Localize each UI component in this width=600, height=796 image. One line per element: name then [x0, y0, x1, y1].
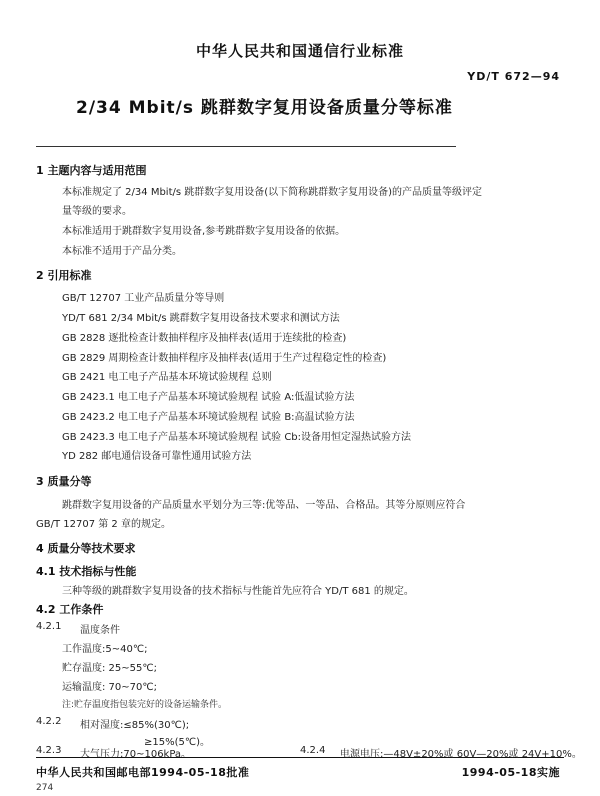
reference-item: YD/T 681 2/34 Mbit/s 跳群数字复用设备技术要求和测试方法 — [62, 313, 340, 324]
title-rule — [36, 146, 456, 147]
work-temperature: 工作温度:5~40℃; — [62, 644, 148, 655]
section-1-p2: 本标准适用于跳群数字复用设备,参考跳群数字复用设备的依据。 — [62, 226, 346, 237]
standard-number: YD/T 672—94 — [467, 70, 560, 83]
section-1-p3: 本标准不适用于产品分类。 — [62, 246, 182, 257]
section-1-p1-line2: 量等级的要求。 — [62, 206, 132, 217]
section-4-1-text: 三种等级的跳群数字复用设备的技术指标与性能首先应符合 YD/T 681 的规定。 — [62, 586, 414, 597]
section-4-2-1-label: 4.2.1 — [36, 621, 62, 632]
section-4-2-3-label: 4.2.3 — [36, 745, 62, 756]
page-number: 274 — [36, 783, 54, 793]
section-4-2-2-text2: ≥15%(5℃)。 — [144, 737, 211, 748]
section-4-2-2-text: 相对湿度:≤85%(30℃); — [80, 720, 190, 731]
section-4-1-heading: 4.1 技术指标与性能 — [36, 565, 137, 578]
section-4-heading: 4 质量分等技术要求 — [36, 542, 136, 555]
reference-item: YD 282 邮电通信设备可靠性通用试验方法 — [62, 451, 252, 462]
transport-temperature: 运输温度: 70~70℃; — [62, 682, 157, 693]
reference-item: GB 2828 逐批检查计数抽样程序及抽样表(适用于连续批的检查) — [62, 333, 347, 344]
section-4-2-3-text: 大气压力:70~106kPa。 — [80, 749, 192, 760]
section-4-2-2-label: 4.2.2 — [36, 716, 62, 727]
section-3-p-line1: 跳群数字复用设备的产品质量水平划分为三等:优等品、一等品、合格品。其等分原则应符合 — [62, 500, 466, 511]
implementation-line: 1994-05-18实施 — [461, 766, 560, 779]
header-title: 中华人民共和国通信行业标准 — [195, 42, 404, 60]
temperature-note: 注:贮存温度指包装完好的设备运输条件。 — [62, 700, 228, 710]
reference-item: GB/T 12707 工业产品质量分等导则 — [62, 293, 225, 304]
reference-item: GB 2423.2 电工电子产品基本环境试验规程 试验 B:高温试验方法 — [62, 412, 355, 423]
section-1-p1-line1: 本标准规定了 2/34 Mbit/s 跳群数字复用设备(以下简称跳群数字复用设备)的产品质量等级评定 — [62, 187, 483, 198]
section-2-heading: 2 引用标准 — [36, 269, 92, 282]
section-4-2-4-label: 4.2.4 — [300, 745, 326, 756]
section-4-2-heading: 4.2 工作条件 — [36, 603, 104, 616]
approval-line: 中华人民共和国邮电部1994-05-18批准 — [36, 766, 250, 779]
reference-item: GB 2423.1 电工电子产品基本环境试验规程 试验 A:低温试验方法 — [62, 392, 355, 403]
section-4-2-1-title: 温度条件 — [80, 625, 120, 636]
reference-item: GB 2829 周期检查计数抽样程序及抽样表(适用于生产过程稳定性的检查) — [62, 353, 387, 364]
reference-item: GB 2421 电工电子产品基本环境试验规程 总则 — [62, 372, 272, 383]
document-title: 2/34 Mbit/s 跳群数字复用设备质量分等标准 — [76, 98, 453, 118]
section-4-2-4-text: 电源电压:—48V±20%或 60V—20%或 24V+10%。 — [340, 749, 582, 760]
section-3-p-line2: GB/T 12707 第 2 章的规定。 — [36, 519, 171, 530]
section-3-heading: 3 质量分等 — [36, 475, 92, 488]
reference-item: GB 2423.3 电工电子产品基本环境试验规程 试验 Cb:设备用恒定湿热试验方法 — [62, 432, 412, 443]
storage-temperature: 贮存温度: 25~55℃; — [62, 663, 157, 674]
section-1-heading: 1 主题内容与适用范围 — [36, 164, 147, 177]
